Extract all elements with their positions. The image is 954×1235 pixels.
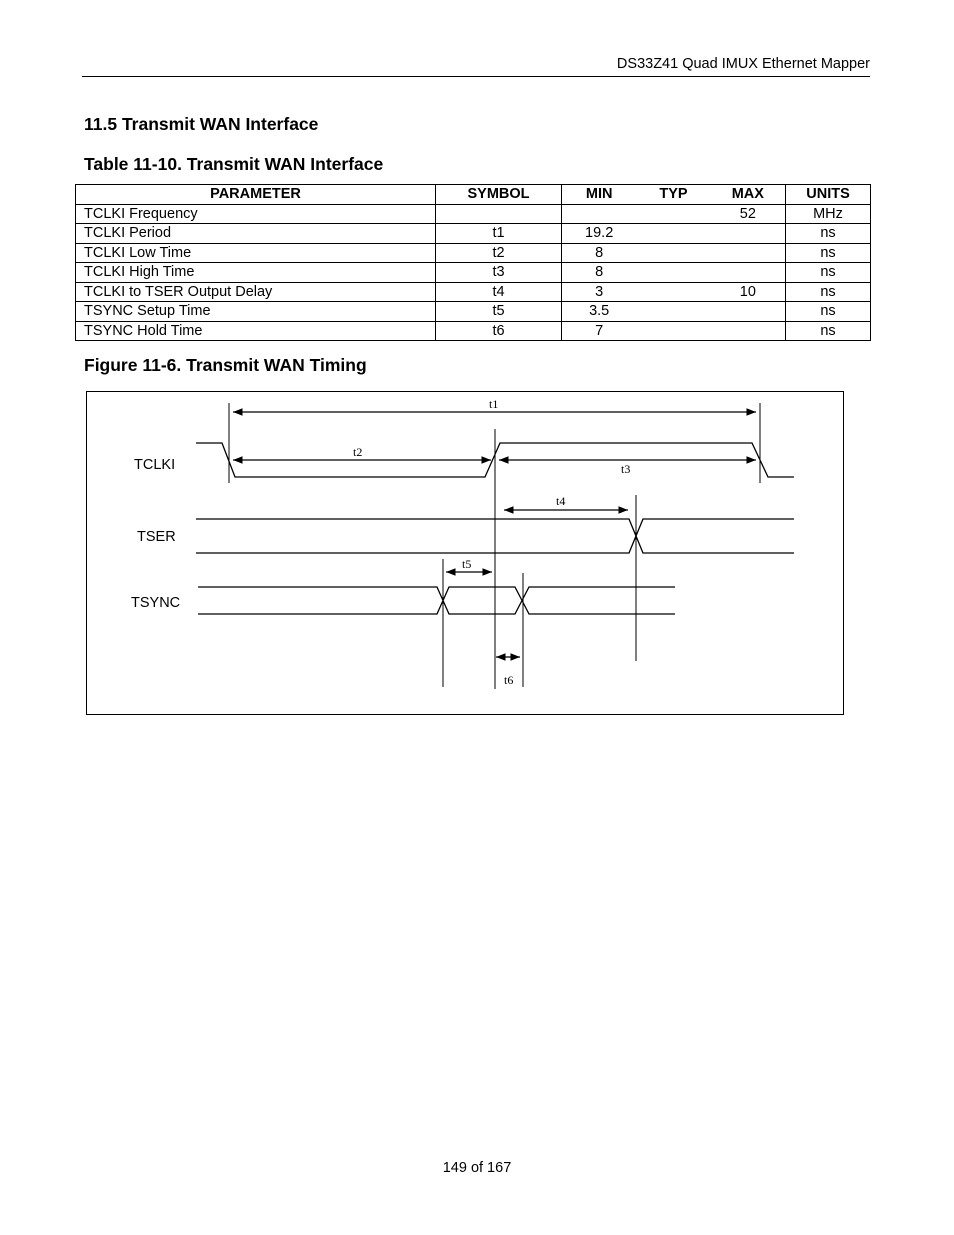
- cell-min-typ-max: [562, 204, 786, 224]
- cell-max: 10: [739, 283, 756, 300]
- cell-min: 3: [595, 283, 604, 300]
- table-row: [76, 302, 871, 322]
- page-number: 149 of 167: [442, 1160, 512, 1176]
- cell-typ: [636, 322, 710, 340]
- tclki-label: TCLKI: [134, 457, 176, 473]
- cell-symbol: t1: [436, 224, 562, 244]
- cell-units: ns: [786, 302, 871, 322]
- cell-parameter: TCLKI to TSER Output Delay: [76, 282, 436, 302]
- timing-diagram: [86, 391, 844, 715]
- header-rule: [82, 76, 870, 77]
- cell-symbol: t5: [436, 302, 562, 322]
- section-heading: 11.5 Transmit WAN Interface: [84, 114, 319, 134]
- table-row: [76, 282, 871, 302]
- t5-label: t5: [462, 557, 472, 571]
- cell-min: 8: [595, 264, 604, 281]
- cell-min-typ-max: [562, 302, 786, 322]
- cell-typ: [636, 302, 710, 320]
- cell-typ: [636, 244, 710, 262]
- table-caption: Table 11-10. Transmit WAN Interface: [84, 154, 384, 174]
- cell-min: 8: [595, 244, 604, 261]
- cell-typ: [636, 205, 710, 223]
- cell-symbol: t6: [436, 321, 562, 341]
- col-header-min-typ-max: [562, 185, 786, 205]
- t2-label: t2: [353, 445, 363, 459]
- cell-typ: [636, 224, 710, 242]
- cell-units: ns: [786, 224, 871, 244]
- cell-min: [562, 205, 636, 223]
- table-row: [76, 204, 871, 224]
- cell-units: ns: [786, 243, 871, 263]
- col-header-units: UNITS: [786, 185, 871, 205]
- cell-parameter: TCLKI Low Time: [76, 243, 436, 263]
- tsync-label: TSYNC: [131, 595, 181, 611]
- tser-label: TSER: [137, 529, 176, 545]
- cell-max: 52: [739, 205, 756, 222]
- table-row: [76, 224, 871, 244]
- col-header-max: MAX: [731, 186, 764, 203]
- col-header-symbol: SYMBOL: [436, 185, 562, 205]
- cell-units: ns: [786, 282, 871, 302]
- cell-units: ns: [786, 263, 871, 283]
- transmit-wan-interface-table: [75, 184, 871, 341]
- cell-min-typ-max: [562, 224, 786, 244]
- figure-caption: Figure 11-6. Transmit WAN Timing: [84, 355, 367, 375]
- cell-min-typ-max: [562, 321, 786, 341]
- cell-max: [711, 322, 785, 340]
- cell-min-typ-max: [562, 263, 786, 283]
- cell-parameter: TCLKI Frequency: [76, 204, 436, 224]
- cell-min: 19.2: [585, 225, 614, 242]
- table-row: [76, 263, 871, 283]
- cell-symbol: [436, 204, 562, 224]
- cell-symbol: t4: [436, 282, 562, 302]
- cell-parameter: TCLKI High Time: [76, 263, 436, 283]
- running-header: DS33Z41 Quad IMUX Ethernet Mapper: [616, 56, 870, 72]
- cell-min-typ-max: [562, 243, 786, 263]
- col-header-typ: TYP: [659, 186, 688, 203]
- cell-min: 7: [595, 322, 604, 339]
- cell-max: [711, 263, 785, 281]
- cell-max: [711, 302, 785, 320]
- cell-typ: [636, 283, 710, 301]
- cell-parameter: TSYNC Hold Time: [76, 321, 436, 341]
- cell-units: MHz: [786, 204, 871, 224]
- cell-symbol: t3: [436, 263, 562, 283]
- cell-min-typ-max: [562, 282, 786, 302]
- table-row: [76, 321, 871, 341]
- cell-parameter: TSYNC Setup Time: [76, 302, 436, 322]
- cell-max: [711, 224, 785, 242]
- t3-label: t3: [621, 462, 631, 476]
- t6-label: t6: [504, 673, 514, 687]
- cell-max: [711, 244, 785, 262]
- tsync-waveform: [198, 587, 675, 614]
- cell-parameter: TCLKI Period: [76, 224, 436, 244]
- cell-units: ns: [786, 321, 871, 341]
- col-header-parameter: PARAMETER: [76, 185, 436, 205]
- cell-typ: [636, 263, 710, 281]
- col-header-min: MIN: [585, 186, 613, 203]
- cell-symbol: t2: [436, 243, 562, 263]
- table-header-row: [76, 185, 871, 205]
- cell-min: 3.5: [589, 303, 610, 320]
- table-row: [76, 243, 871, 263]
- t4-label: t4: [556, 494, 566, 508]
- t1-label: t1: [489, 397, 499, 411]
